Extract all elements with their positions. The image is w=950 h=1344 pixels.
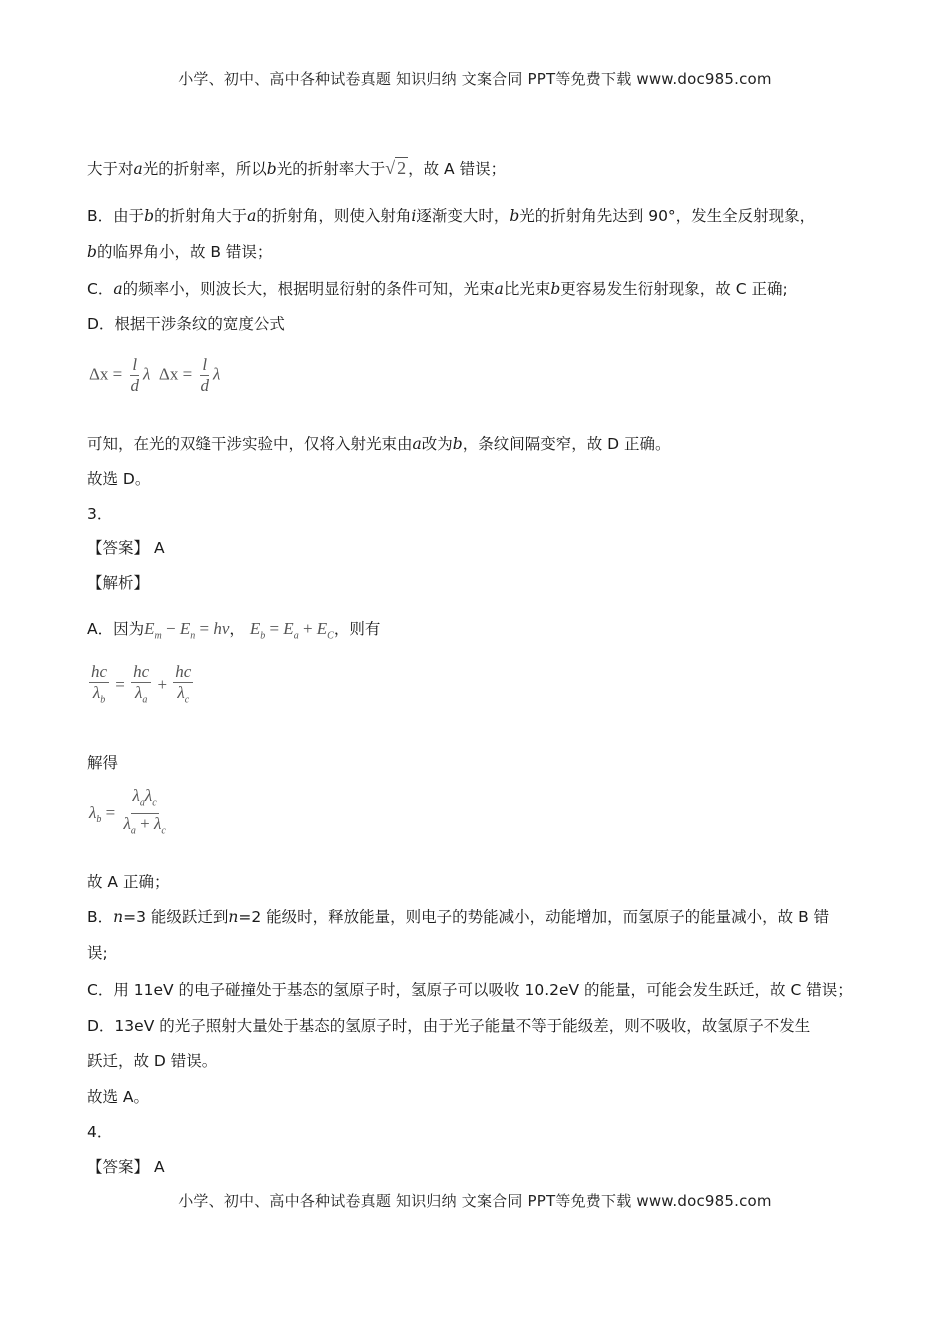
question-number-3: 3．	[87, 505, 113, 523]
denominator: d	[130, 376, 140, 395]
numerator: hc	[133, 662, 150, 681]
paragraph-c	[87, 277, 788, 301]
e-symbol: E	[249, 619, 261, 638]
sqrt-formula: √ 2	[385, 158, 407, 178]
var-a: a	[113, 280, 123, 298]
e-symbol: E	[144, 619, 155, 638]
answer-line-3	[87, 536, 165, 560]
paragraph-c-energy: C．用 11eV 的电子碰撞处于基态的氢原子时，氢原子可以吸收 10.2eV 的能量，可能会发生跃迁，故 C 错误；	[87, 981, 853, 999]
formula-energy-sum: $E_b = E_a + E_C$	[249, 619, 334, 642]
answer-line-4	[87, 1155, 165, 1179]
paragraph-d: D．根据干涉条纹的宽度公式	[87, 315, 285, 333]
text-span: 大于对	[87, 160, 134, 178]
denominator	[91, 683, 107, 710]
text-span: ，条纹间隔变窄，故 D 正确。	[462, 435, 671, 453]
subscript: c	[152, 797, 157, 809]
var-a: a	[133, 160, 143, 178]
text-span: =2 能级时，释放能量，则电子的势能减小，动能增加，而氢原子的能量减小，故 B 错	[238, 908, 830, 926]
lambda: λ	[153, 814, 162, 834]
subscript: a	[130, 825, 136, 837]
var-b: b	[550, 280, 561, 298]
paragraph-d-conclusion	[87, 432, 671, 456]
paragraph-b	[87, 204, 815, 228]
paragraph-a-conclusion	[87, 156, 506, 181]
subscript: a	[293, 630, 299, 642]
answer-label: 【答案】	[87, 539, 150, 557]
question-number-4: 4．	[87, 1123, 113, 1141]
subscript: c	[161, 825, 166, 837]
var-b: b	[87, 243, 97, 261]
formula-fringe-width	[89, 355, 220, 396]
numerator	[131, 786, 159, 814]
var-a: a	[412, 435, 422, 453]
formula-lambda-b: $\lambda_b$ = $\frac{\lambda_a\lambda_c}{\lambda_a + \lambda_c}$	[89, 786, 170, 842]
formula-lhs: Δx =	[89, 364, 123, 384]
denominator	[133, 683, 149, 710]
formula-wavelength-sum: $\frac{hc}{\lambda_b}$ = $\frac{hc}{\lambda_a}$ + $\frac{hc}{\lambda_c}$	[87, 662, 195, 710]
answer-select-d: 故选 D。	[87, 470, 151, 488]
lambda: λ	[134, 683, 143, 702]
paragraph-d-energy-cont: 跃迁，故 D 错误。	[87, 1052, 218, 1070]
subscript: C	[327, 630, 334, 642]
var-i: i	[411, 207, 417, 225]
text-span: C．	[87, 280, 114, 298]
var-n: n	[113, 908, 124, 926]
lambda: λ	[177, 683, 185, 702]
subscript: m	[154, 630, 162, 642]
text-span: ，	[229, 620, 245, 638]
fraction	[121, 786, 167, 842]
subscript: b	[100, 694, 106, 706]
subscript: a	[142, 694, 148, 706]
e-symbol: E	[316, 619, 328, 638]
subscript: b	[96, 814, 102, 826]
text-span: ，故 A 错误；	[408, 160, 507, 178]
denominator: $\lambda_a + \lambda_c$	[123, 814, 166, 837]
answer-value: A	[153, 1158, 165, 1176]
text-span: 比光束	[503, 280, 551, 298]
denominator: d	[200, 376, 209, 395]
numerator: hc	[91, 662, 108, 681]
fraction	[129, 355, 142, 396]
text-span: B．由于	[87, 207, 145, 225]
answer-label: 【答案】	[87, 1158, 150, 1176]
lambda: λ	[212, 364, 221, 384]
text-span: =3 能级跃迁到	[123, 908, 229, 926]
lambda: λ	[144, 786, 153, 805]
text-span: 光的折射角先达到 90°，发生全反射现象，	[519, 207, 816, 225]
paragraph-a-energy	[87, 617, 380, 648]
fraction	[173, 662, 193, 710]
var-b: b	[452, 435, 463, 453]
text-span: 的折射角大于	[154, 207, 248, 225]
var-b: b	[509, 207, 520, 225]
var-n: n	[228, 908, 239, 926]
numerator: hc	[175, 662, 192, 681]
paragraph-b-energy	[87, 905, 829, 929]
text-span: 改为	[421, 435, 453, 453]
answer-select-a: 故选 A。	[87, 1088, 150, 1106]
text-span: 光的折射率，所以	[142, 160, 267, 178]
paragraph-b-cont	[87, 240, 272, 264]
text-span: 的折射角，则使入射角	[256, 207, 412, 225]
hv: hν	[213, 619, 230, 638]
paragraph-d-energy: D．13eV 的光子照射大量处于基态的氢原子时，由于光子能量不等于能级差，则不吸收，故氢原子不发生	[87, 1017, 811, 1035]
lambda: λ	[132, 786, 140, 805]
paragraph-a-correct: 故 A 正确；	[87, 873, 170, 891]
text-span: B．	[87, 908, 114, 926]
sqrt-value: 2	[397, 158, 407, 178]
page-header: 小学、初中、高中各种试卷真题 知识归纳 文案合同 PPT等免费下载 www.doc985.com	[178, 70, 772, 88]
lambda: λ	[89, 802, 97, 822]
numerator: l	[132, 355, 138, 374]
page-footer: 小学、初中、高中各种试卷真题 知识归纳 文案合同 PPT等免费下载 www.doc985.com	[178, 1192, 772, 1210]
analysis-label: 【解析】	[87, 574, 150, 592]
denominator	[175, 683, 191, 710]
text-span: 更容易发生衍射现象，故 C 正确;	[560, 280, 788, 298]
text-span: 光的折射率大于	[276, 160, 386, 178]
solve-label: 解得	[87, 754, 119, 772]
numerator: l	[202, 355, 208, 374]
var-b: b	[266, 160, 277, 178]
text-span: A．因为	[87, 620, 145, 638]
lambda: λ	[123, 814, 131, 834]
lambda: λ	[143, 364, 151, 384]
subscript: a	[139, 797, 145, 809]
formula-lhs: Δx =	[158, 364, 193, 384]
fraction	[89, 662, 109, 710]
var-a: a	[494, 280, 504, 298]
answer-value: A	[153, 539, 165, 557]
text-span: 逐渐变大时，	[416, 207, 510, 225]
e-symbol: E	[179, 619, 191, 638]
subscript: c	[184, 694, 190, 706]
e-symbol: E	[283, 619, 294, 638]
text-span: 的频率小，则波长大，根据明显衍射的条件可知，光束	[122, 280, 495, 298]
var-b: b	[144, 207, 155, 225]
subscript: n	[190, 630, 196, 642]
text-span: 可知，在光的双缝干涉实验中，仅将入射光束由	[87, 435, 413, 453]
var-a: a	[247, 207, 257, 225]
fraction	[198, 355, 211, 396]
fraction	[131, 662, 151, 710]
subscript: b	[260, 630, 266, 642]
text-span: 的临界角小，故 B 错误；	[96, 243, 273, 261]
text-span: ，则有	[333, 620, 381, 638]
lambda: λ	[92, 683, 101, 702]
formula-energy-diff: $E_m - E_n = h\nu$	[144, 619, 230, 642]
paragraph-b-energy-cont: 误;	[87, 944, 108, 962]
